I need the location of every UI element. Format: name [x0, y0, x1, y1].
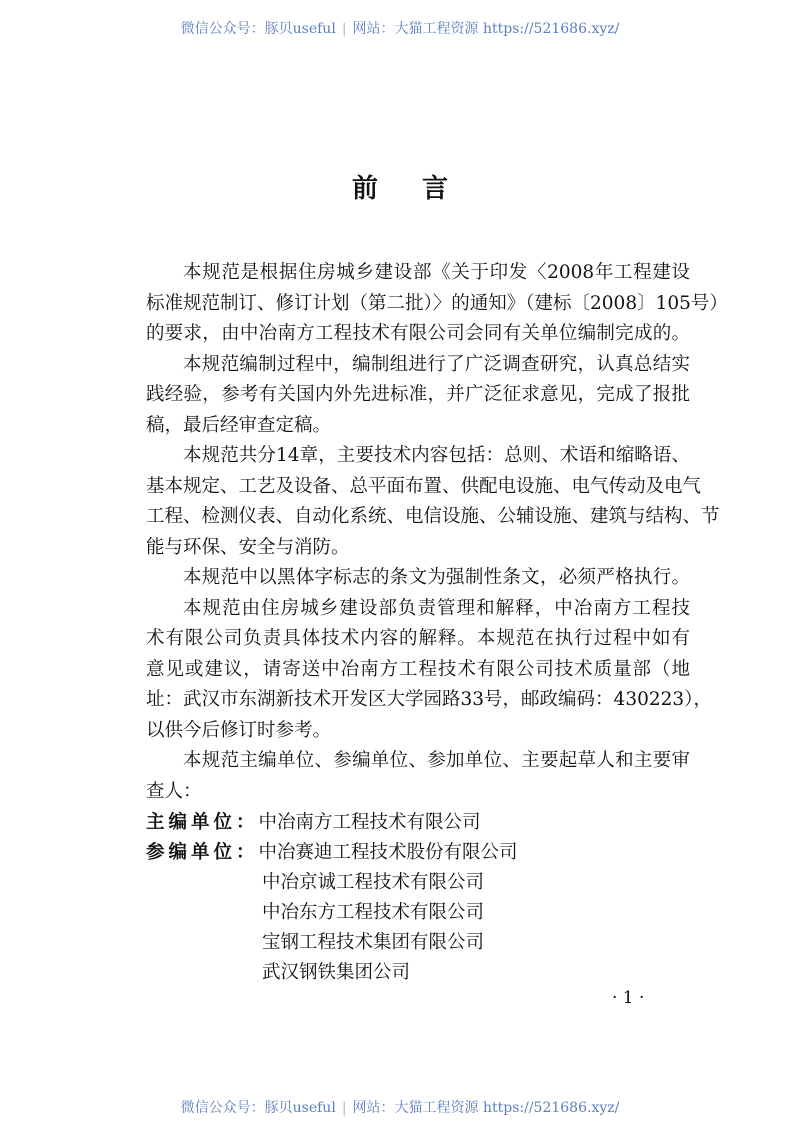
- watermark-left: 微信公众号：豚贝useful: [180, 21, 336, 37]
- body-line: 意见或建议，请寄送中冶南方工程技术有限公司技术质量部（地: [146, 658, 690, 680]
- participating-unit: 中冶京诚工程技术有限公司: [262, 872, 485, 893]
- body-line: 址：武汉市东湖新技术开发区大学园路33号，邮政编码：430223），: [146, 689, 712, 710]
- body-line: 能与环保、安全与消防。: [146, 536, 350, 558]
- watermark-separator: |: [341, 21, 347, 37]
- watermark-right: 网站：大猫工程资源 https://521686.xyz/: [352, 21, 620, 37]
- watermark-separator: |: [341, 1100, 347, 1116]
- watermark-bottom: [0, 1097, 800, 1117]
- chief-unit-name: 中冶南方工程技术有限公司: [258, 812, 481, 833]
- body-line: 本规范编制过程中，编制组进行了广泛调查研究，认真总结实: [183, 353, 690, 375]
- participating-unit: 中冶赛迪工程技术股份有限公司: [258, 842, 518, 863]
- chief-unit-label: 主编单位：: [146, 812, 259, 833]
- body-line: 本规范是根据住房城乡建设部《关于印发〈2008年工程建设: [183, 262, 690, 283]
- participating-unit: 中冶东方工程技术有限公司: [262, 902, 485, 923]
- watermark-top: [0, 18, 800, 38]
- body-line: 术有限公司负责具体技术内容的解释。本规范在执行过程中如有: [146, 628, 690, 649]
- body-line: 的要求，由中冶南方工程技术有限公司会同有关单位编制完成的。: [146, 323, 690, 344]
- watermark-right: 网站：大猫工程资源 https://521686.xyz/: [352, 1100, 620, 1116]
- body-line: 以供今后修订时参考。: [146, 719, 332, 741]
- participating-unit: 武汉钢铁集团公司: [262, 962, 411, 983]
- body-line: 稿，最后经审查定稿。: [146, 414, 332, 436]
- body-line: 本规范中以黑体字标志的条文为强制性条文，必须严格执行。: [183, 567, 690, 588]
- body-line: 基本规定、工艺及设备、总平面布置、供配电设施、电气传动及电气: [146, 475, 702, 497]
- participating-unit: 宝钢工程技术集团有限公司: [262, 932, 485, 953]
- body-line: 标准规范制订、修订计划（第二批）〉的通知》（建标〔2008〕105号）: [146, 292, 728, 314]
- page-title: 前言: [351, 174, 492, 204]
- participating-units-label: 参编单位：: [146, 842, 259, 863]
- body-line: 本规范由住房城乡建设部负责管理和解释，中冶南方工程技: [183, 597, 690, 619]
- participating-units: [146, 838, 690, 868]
- body-line: 本规范共分14章，主要技术内容包括：总则、术语和缩略语、: [183, 445, 690, 466]
- watermark-left: 微信公众号：豚贝useful: [180, 1100, 336, 1116]
- body-line: 工程、检测仪表、自动化系统、电信设施、公辅设施、建筑与结构、节: [146, 506, 720, 527]
- body-line: 践经验，参考有关国内外先进标准，并广泛征求意见，完成了报批: [146, 384, 690, 405]
- body-line: 本规范主编单位、参编单位、参加单位、主要起草人和主要审: [183, 750, 690, 771]
- chief-unit: [146, 808, 690, 838]
- page-number: · 1 ·: [612, 988, 645, 1008]
- body-line: 查人：: [146, 780, 202, 802]
